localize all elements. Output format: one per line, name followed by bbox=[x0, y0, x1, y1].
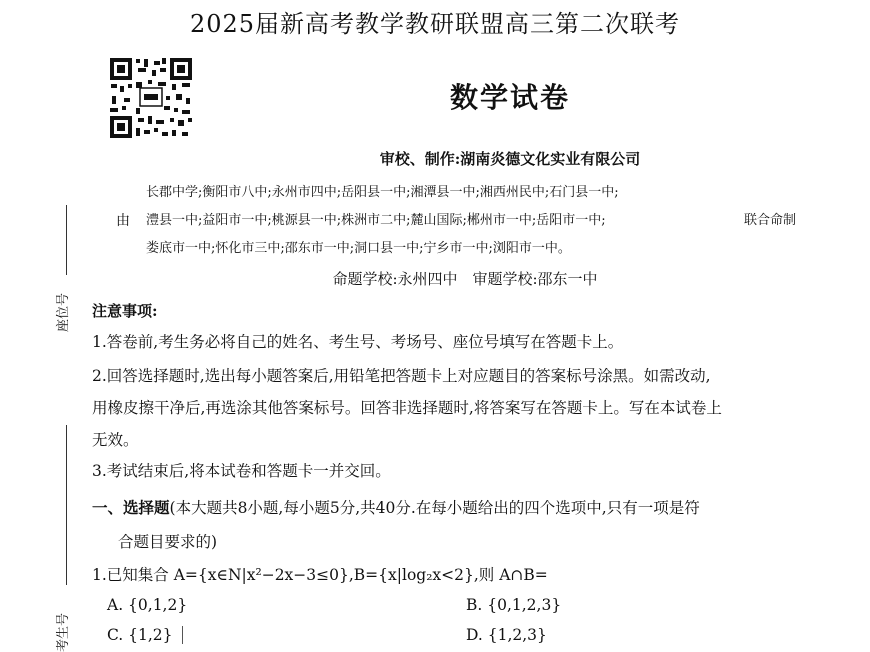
question-1-stem: 1.已知集合 A={x∈N|x²−2x−3≤0},B={x|log₂x<2},则 A∩B= bbox=[92, 566, 548, 584]
binding-line bbox=[66, 425, 67, 585]
maker-line: 审校、制作:湖南炎德文化实业有限公司 bbox=[379, 150, 641, 168]
binding-line bbox=[66, 205, 67, 275]
text-cursor-mark bbox=[182, 626, 183, 644]
schools-line-2: 澧县一中;益阳市一中;桃源县一中;株洲市二中;麓山国际;郴州市一中;岳阳市一中; bbox=[146, 213, 606, 228]
question-1-option-a: A. {0,1,2} bbox=[107, 596, 188, 614]
notice-item-2-line-2: 用橡皮擦干净后,再选涂其他答案标号。回答非选择题时,将答案写在答题卡上。写在本试卷上 bbox=[92, 399, 722, 417]
notice-title: 注意事项: bbox=[92, 302, 158, 320]
question-1-option-b: B. {0,1,2,3} bbox=[466, 596, 562, 614]
exam-main-title: 2025届新高考教学教研联盟高三第二次联考 bbox=[189, 10, 681, 38]
schools-prefix: 由 bbox=[116, 213, 130, 229]
notice-item-1: 1.答卷前,考生务必将自己的姓名、考生号、考场号、座位号填写在答题卡上。 bbox=[92, 333, 624, 351]
exam-number-label: 考生号 bbox=[56, 612, 71, 652]
notice-item-3: 3.考试结束后,将本试卷和答题卡一并交回。 bbox=[92, 462, 391, 480]
question-1-option-d: D. {1,2,3} bbox=[466, 626, 547, 644]
seat-number-label: 座位号 bbox=[56, 292, 71, 332]
qr-code-icon bbox=[108, 56, 194, 140]
section-heading bbox=[92, 496, 700, 518]
question-1-option-c: C. {1,2} bbox=[107, 626, 173, 644]
setter-schools: 命题学校:永州四中 审题学校:邵东一中 bbox=[332, 270, 598, 288]
subject-title: 数学试卷 bbox=[449, 81, 570, 114]
section-description-cont: 合题目要求的) bbox=[118, 533, 218, 551]
section-title: 一、选择题 bbox=[92, 498, 170, 517]
schools-line-3: 娄底市一中;怀化市三中;邵东市一中;洞口县一中;宁乡市一中;浏阳市一中。 bbox=[146, 241, 571, 256]
notice-item-2-line-3: 无效。 bbox=[92, 431, 139, 449]
notice-item-2-line-1: 2.回答选择题时,选出每小题答案后,用铅笔把答题卡上对应题目的答案标号涂黑。如需改动, bbox=[92, 367, 711, 385]
schools-suffix: 联合命制 bbox=[744, 213, 797, 228]
section-description: (本大题共8小题,每小题5分,共40分.在每小题给出的四个选项中,只有一项是符 bbox=[169, 499, 700, 517]
schools-line-1: 长郡中学;衡阳市八中;永州市四中;岳阳县一中;湘潭县一中;湘西州民中;石门县一中; bbox=[146, 185, 619, 200]
